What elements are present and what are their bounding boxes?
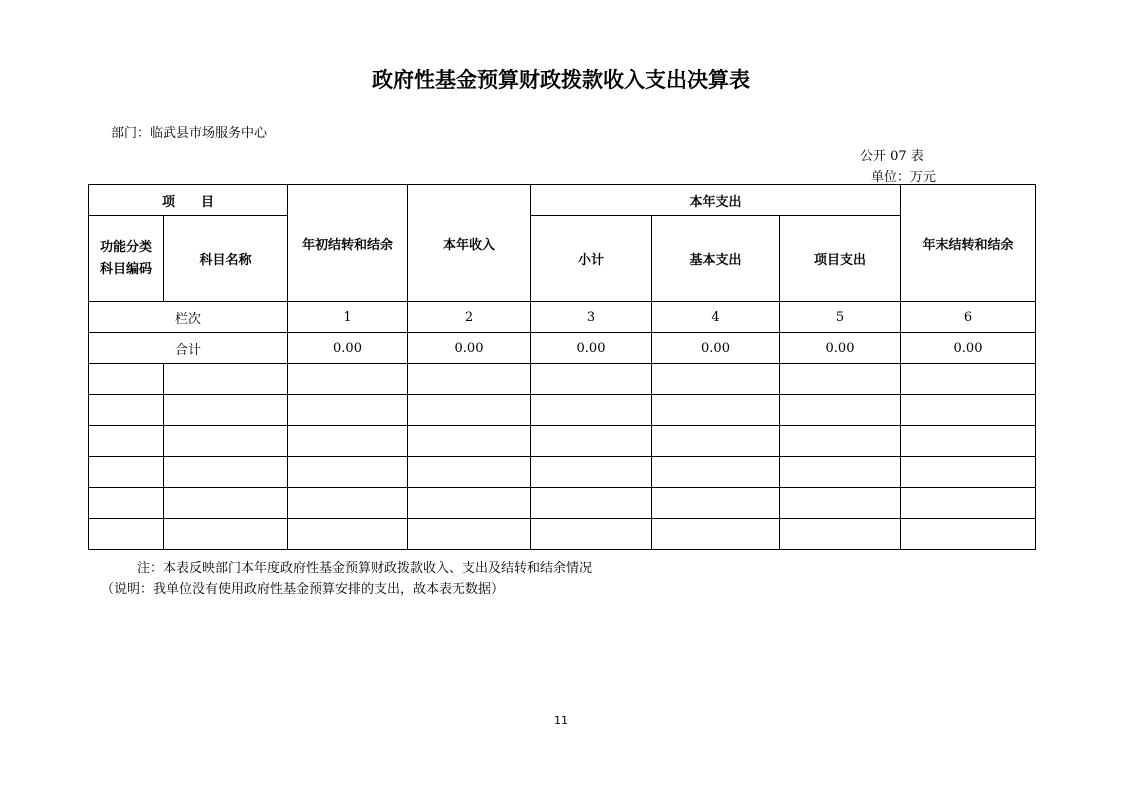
total-cell: 0.00 xyxy=(652,333,780,364)
empty-cell xyxy=(531,395,652,426)
header-closing-balance: 年末结转和结余 xyxy=(901,185,1036,302)
empty-cell xyxy=(652,395,780,426)
total-cell: 0.00 xyxy=(531,333,652,364)
empty-cell xyxy=(408,457,531,488)
column-index-label: 栏次 xyxy=(89,302,288,333)
empty-cell xyxy=(408,488,531,519)
budget-table xyxy=(88,184,1036,550)
empty-cell xyxy=(780,457,901,488)
empty-cell xyxy=(901,364,1036,395)
empty-cell xyxy=(89,519,164,550)
empty-cell xyxy=(901,519,1036,550)
header-func-code-line1: 功能分类 xyxy=(99,239,152,255)
header-current-income: 本年收入 xyxy=(408,185,531,302)
page-title: 政府性基金预算财政拨款收入支出决算表 xyxy=(372,68,750,92)
table-row xyxy=(89,426,1036,457)
empty-cell xyxy=(164,364,288,395)
header-subject-name: 科目名称 xyxy=(164,216,288,302)
empty-cell xyxy=(531,457,652,488)
department-label: 部门：临武县市场服务中心 xyxy=(111,126,268,141)
empty-cell xyxy=(652,426,780,457)
table-row xyxy=(89,457,1036,488)
empty-cell xyxy=(901,488,1036,519)
empty-cell xyxy=(531,364,652,395)
empty-cell xyxy=(408,519,531,550)
table-code: 公开 07 表 xyxy=(860,149,924,164)
empty-cell xyxy=(164,457,288,488)
header-project-expense: 项目支出 xyxy=(780,216,901,302)
empty-cell xyxy=(164,426,288,457)
empty-cell xyxy=(288,395,408,426)
empty-cell xyxy=(652,457,780,488)
empty-cell xyxy=(780,488,901,519)
empty-cell xyxy=(288,457,408,488)
total-cell: 0.00 xyxy=(288,333,408,364)
empty-cell xyxy=(164,519,288,550)
empty-cell xyxy=(408,364,531,395)
empty-cell xyxy=(89,426,164,457)
total-label: 合计 xyxy=(89,333,288,364)
empty-cell xyxy=(288,488,408,519)
column-index-cell: 1 xyxy=(288,302,408,333)
header-current-expense: 本年支出 xyxy=(531,185,901,216)
total-cell: 0.00 xyxy=(901,333,1036,364)
empty-cell xyxy=(780,395,901,426)
empty-cell xyxy=(89,364,164,395)
column-index-cell: 5 xyxy=(780,302,901,333)
empty-cell xyxy=(288,519,408,550)
empty-cell xyxy=(652,519,780,550)
total-cell: 0.00 xyxy=(408,333,531,364)
empty-cell xyxy=(408,426,531,457)
header-subtotal: 小计 xyxy=(531,216,652,302)
empty-cell xyxy=(780,426,901,457)
table-row xyxy=(89,519,1036,550)
table-note: 注：本表反映部门本年度政府性基金预算财政拨款收入、支出及结转和结余情况 xyxy=(137,561,593,576)
column-index-cell: 2 xyxy=(408,302,531,333)
column-index-cell: 6 xyxy=(901,302,1036,333)
empty-cell xyxy=(901,395,1036,426)
column-index-row xyxy=(89,302,1036,333)
total-row xyxy=(89,333,1036,364)
header-opening-balance: 年初结转和结余 xyxy=(288,185,408,302)
column-index-cell: 3 xyxy=(531,302,652,333)
table-row xyxy=(89,488,1036,519)
unit-label: 单位：万元 xyxy=(871,170,937,185)
empty-cell xyxy=(901,426,1036,457)
empty-cell xyxy=(531,426,652,457)
empty-cell xyxy=(780,364,901,395)
empty-cell xyxy=(288,426,408,457)
header-basic-expense: 基本支出 xyxy=(652,216,780,302)
empty-cell xyxy=(531,488,652,519)
total-cell: 0.00 xyxy=(780,333,901,364)
empty-cell xyxy=(89,488,164,519)
empty-cell xyxy=(901,457,1036,488)
empty-cell xyxy=(89,457,164,488)
empty-cell xyxy=(288,364,408,395)
empty-cell xyxy=(164,395,288,426)
header-func-code xyxy=(89,216,164,302)
table-row xyxy=(89,395,1036,426)
empty-cell xyxy=(408,395,531,426)
table-explanation: （说明：我单位没有使用政府性基金预算安排的支出，故本表无数据） xyxy=(101,582,505,597)
header-func-code-line2: 科目编码 xyxy=(99,261,152,277)
empty-cell xyxy=(780,519,901,550)
empty-cell xyxy=(652,488,780,519)
empty-cell xyxy=(531,519,652,550)
table-row xyxy=(89,364,1036,395)
empty-cell xyxy=(164,488,288,519)
empty-cell xyxy=(652,364,780,395)
page-number: 11 xyxy=(554,714,568,727)
column-index-cell: 4 xyxy=(652,302,780,333)
header-item: 项 目 xyxy=(89,185,288,216)
empty-cell xyxy=(89,395,164,426)
